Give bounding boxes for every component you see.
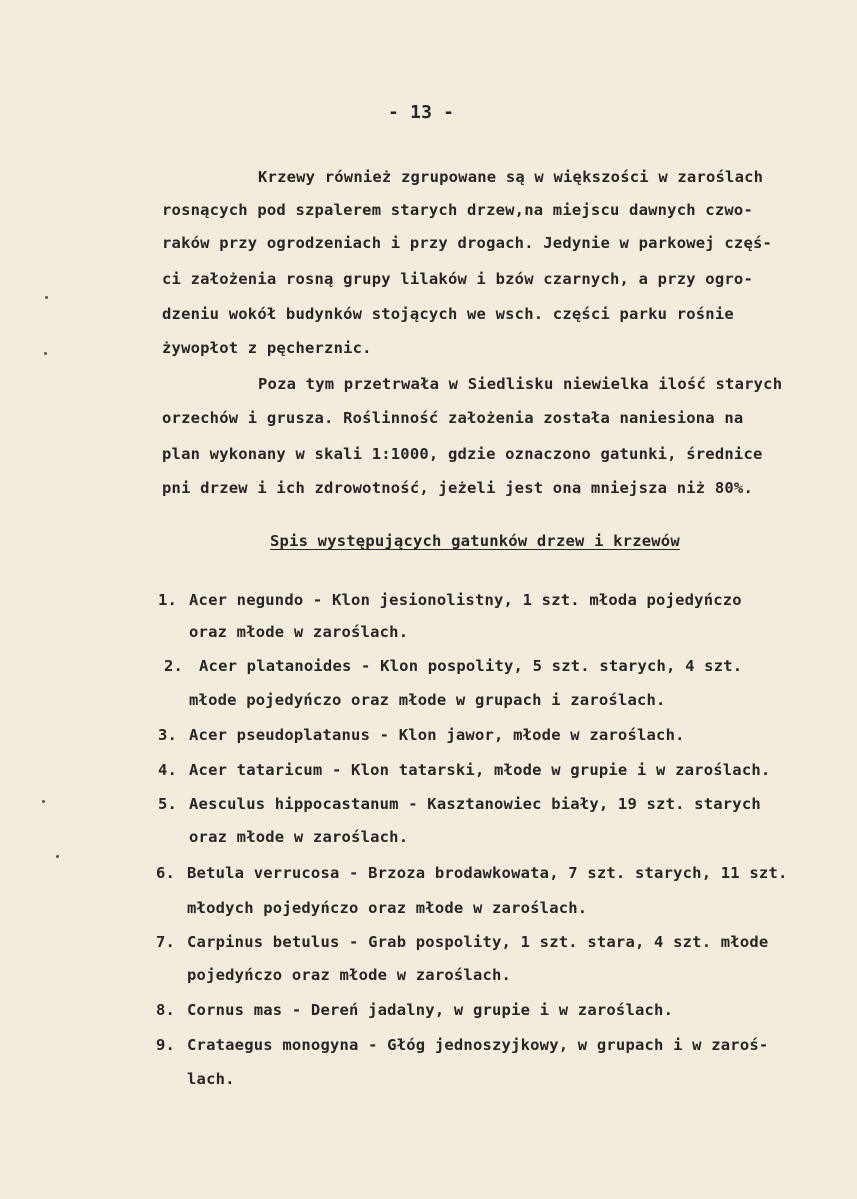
paragraph2-line-4: pni drzew i ich zdrowotność, jeżeli jest ona mniejsza niż 80%.	[162, 479, 753, 497]
item-number: 3.	[158, 726, 178, 744]
list-item-line: Cornus mas - Dereń jadalny, w grupie i w zaroślach.	[187, 1001, 674, 1019]
scan-speck	[44, 352, 47, 355]
list-item-line: lach.	[187, 1070, 235, 1088]
scan-speck	[56, 855, 59, 858]
list-item-line: Acer negundo - Klon jesionolistny, 1 szt. młoda pojedyńczo	[189, 591, 742, 609]
page-number: - 13 -	[388, 102, 455, 123]
paragraph2-line-1: Poza tym przetrwała w Siedlisku niewielka ilość starych	[258, 375, 783, 393]
item-number: 8.	[156, 1001, 176, 1019]
list-item-line: młode pojedyńczo oraz młode w grupach i zaroślach.	[189, 691, 666, 709]
paragraph2-line-3: plan wykonany w skali 1:1000, gdzie oznaczono gatunki, średnice	[162, 445, 763, 463]
item-number: 2.	[164, 657, 184, 675]
list-item-line: pojedyńczo oraz młode w zaroślach.	[187, 966, 512, 984]
list-item-line: oraz młode w zaroślach.	[189, 828, 409, 846]
paragraph1-line-3: raków przy ogrodzeniach i przy drogach. Jedynie w parkowej częś-	[162, 234, 773, 252]
paragraph1-line-1: Krzewy również zgrupowane są w większości w zaroślach	[258, 168, 764, 186]
item-number: 1.	[158, 591, 178, 609]
list-item-line: Acer pseudoplatanus - Klon jawor, młode w zaroślach.	[189, 726, 685, 744]
list-item-line: Crataegus monogyna - Głóg jednoszyjkowy, w grupach i w zaroś-	[187, 1036, 769, 1054]
list-item-line: Betula verrucosa - Brzoza brodawkowata, 7 szt. starych, 11 szt.	[187, 864, 788, 882]
scan-speck	[45, 296, 48, 299]
item-number: 6.	[156, 864, 176, 882]
list-item-line: Acer tataricum - Klon tatarski, młode w grupie i w zaroślach.	[189, 761, 771, 779]
scan-speck	[42, 800, 45, 803]
paragraph1-line-5: dzeniu wokół budynków stojących we wsch. części parku rośnie	[162, 305, 734, 323]
item-number: 9.	[156, 1036, 176, 1054]
item-number: 7.	[156, 933, 176, 951]
item-number: 4.	[158, 761, 178, 779]
paragraph1-line-6: żywopłot z pęcherznic.	[162, 339, 372, 357]
item-number: 5.	[158, 795, 178, 813]
paragraph1-line-2: rosnących pod szpalerem starych drzew,na miejscu dawnych czwo-	[162, 201, 753, 219]
list-item-line: Aesculus hippocastanum - Kasztanowiec biały, 19 szt. starych	[189, 795, 761, 813]
list-item-line: Acer platanoides - Klon pospolity, 5 szt. starych, 4 szt.	[199, 657, 743, 675]
paragraph2-line-2: orzechów i grusza. Roślinność założenia została naniesiona na	[162, 409, 744, 427]
species-list-heading: Spis występujących gatunków drzew i krzewów	[270, 532, 680, 550]
list-item-line: młodych pojedyńczo oraz młode w zaroślach.	[187, 899, 588, 917]
list-item-line: oraz młode w zaroślach.	[189, 623, 409, 641]
list-item-line: Carpinus betulus - Grab pospolity, 1 szt. stara, 4 szt. młode	[187, 933, 769, 951]
paragraph1-line-4: ci założenia rosną grupy lilaków i bzów czarnych, a przy ogro-	[162, 270, 753, 288]
